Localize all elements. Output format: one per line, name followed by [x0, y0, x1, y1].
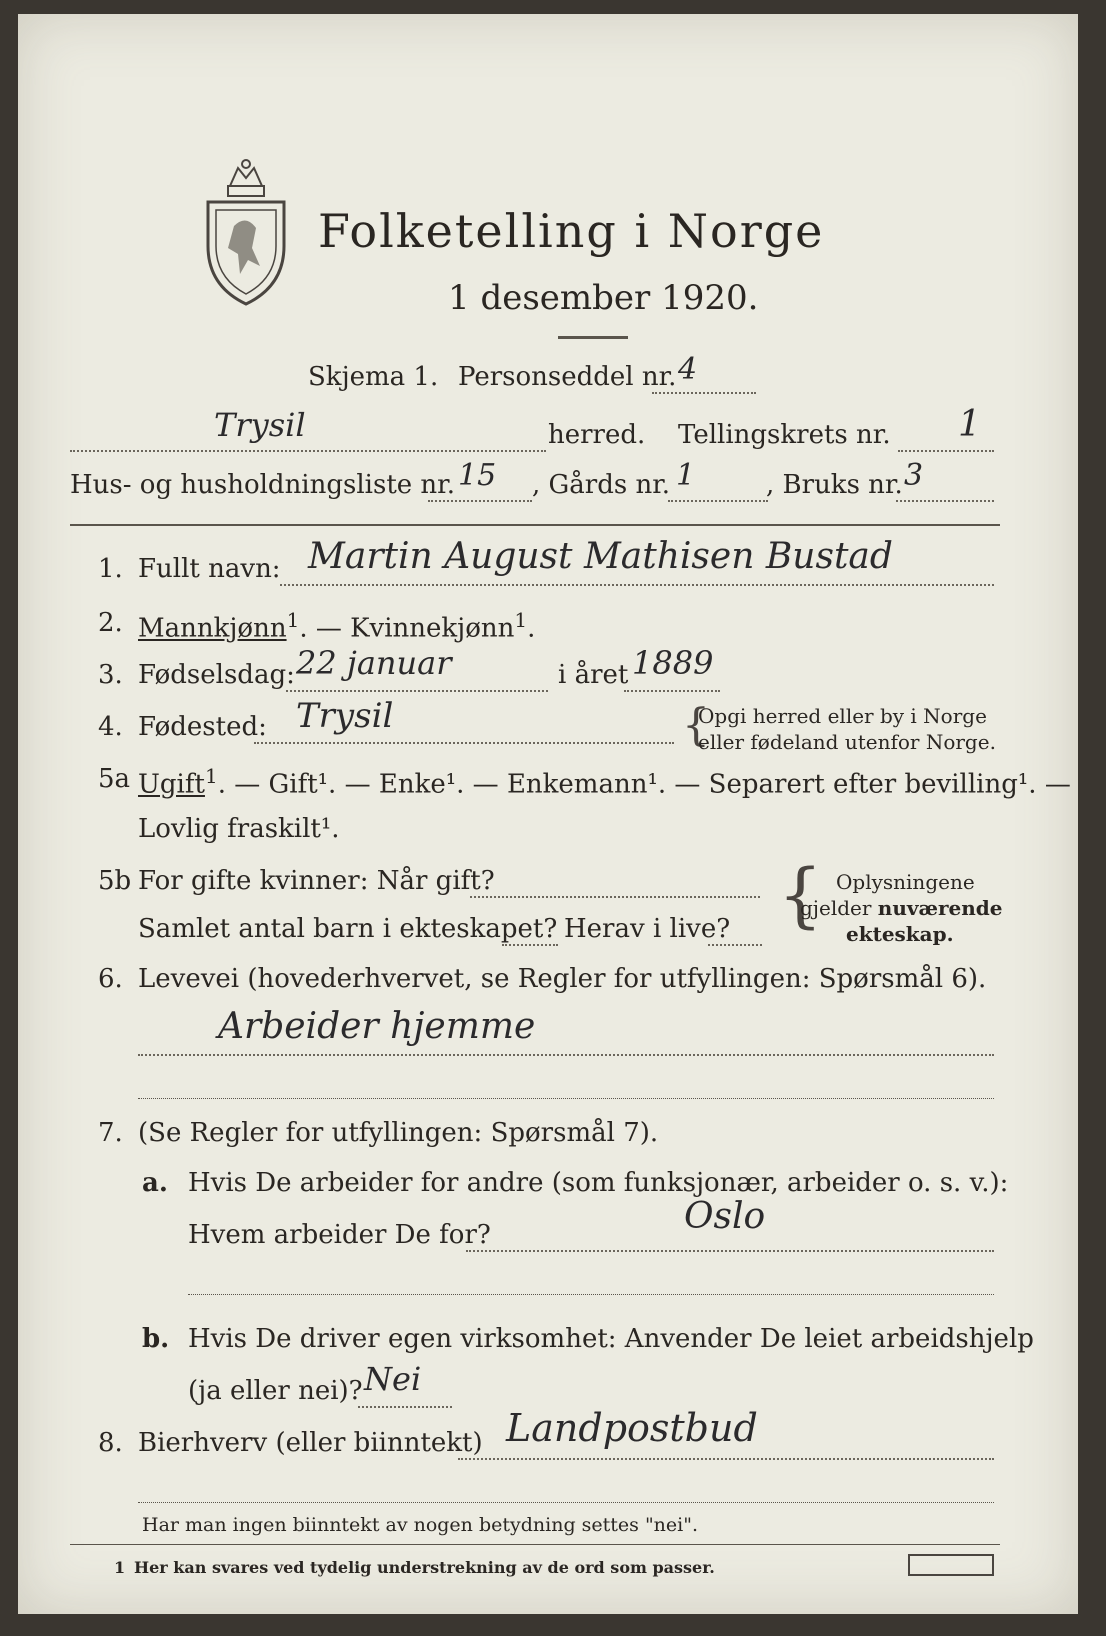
- bruks-value[interactable]: 3: [904, 458, 924, 493]
- q2-footnote-mark: 1: [286, 608, 300, 632]
- q4-note-1: Opgi herred eller by i Norge: [698, 704, 987, 728]
- q2-end: .: [527, 613, 536, 644]
- coat-of-arms-icon: [200, 156, 292, 306]
- q6-label: Levevei (hovederhvervet, se Regler for utfyllingen: Spørsmål 6).: [138, 964, 987, 994]
- side-income-value[interactable]: Landpostbud: [506, 1406, 758, 1450]
- form-date: 1 desember 1920.: [448, 278, 759, 318]
- footer-divider: [70, 1544, 1000, 1545]
- gards-line: [668, 500, 768, 502]
- q7b-question: (ja eller nei)?: [188, 1376, 363, 1406]
- birth-year-value[interactable]: 1889: [632, 644, 714, 682]
- q7-label: (Se Regler for utfyllingen: Spørsmål 7).: [138, 1118, 659, 1148]
- hus-line: [428, 500, 532, 502]
- q5b-note-2a: gjelder: [800, 896, 878, 920]
- q8-number: 8.: [98, 1428, 123, 1458]
- q5b-line-1[interactable]: [470, 896, 760, 898]
- herred-value[interactable]: Trysil: [214, 406, 306, 444]
- q2-sex: [138, 608, 535, 644]
- form-title: Folketelling i Norge: [318, 204, 825, 258]
- q1-number: 1.: [98, 554, 123, 584]
- q8-label: Bierhverv (eller biinntekt): [138, 1428, 483, 1458]
- q5a-options: [138, 764, 1071, 800]
- q3-label: Fødselsdag:: [138, 660, 295, 690]
- divider: [558, 336, 628, 339]
- q2-number: 2.: [98, 608, 123, 638]
- q6-line-1: [138, 1054, 994, 1056]
- section-divider: [70, 524, 1000, 526]
- gards-label: , Gårds nr.: [532, 470, 671, 500]
- q5a-number: 5a: [98, 764, 131, 794]
- q5b-note-1: Oplysningene: [836, 870, 975, 894]
- q5a-footnote-mark: 1: [204, 764, 218, 788]
- q5a-line2[interactable]: Lovlig fraskilt¹.: [138, 814, 340, 844]
- q5b-label-1: For gifte kvinner: Når gift?: [138, 866, 495, 896]
- q1-label: Fullt navn:: [138, 554, 281, 584]
- footnote-text: Her kan svares ved tydelig understrekning av de ord som passer.: [134, 1558, 715, 1577]
- hus-value[interactable]: 15: [458, 458, 497, 493]
- q8-note: Har man ingen biinntekt av nogen betydning settes "nei".: [142, 1514, 699, 1536]
- q7a-question: Hvem arbeider De for?: [188, 1220, 491, 1250]
- q5b-line-2[interactable]: [502, 944, 558, 946]
- q5b-label-3: Herav i live?: [564, 914, 731, 944]
- q7a-line-1: [466, 1250, 994, 1252]
- q7b-letter: b.: [142, 1324, 170, 1354]
- q5b-note-2: [800, 896, 1003, 920]
- birthplace-value[interactable]: Trysil: [296, 696, 394, 736]
- hus-label: Hus- og husholdningsliste nr.: [70, 470, 456, 500]
- sex-female-option[interactable]: Kvinnekjønn: [350, 613, 515, 644]
- personseddel-value[interactable]: 4: [678, 352, 698, 387]
- gards-value[interactable]: 1: [676, 458, 696, 493]
- tellingskrets-line: [898, 450, 994, 452]
- q5b-number: 5b: [98, 866, 132, 896]
- q3-year-label: i året: [558, 660, 629, 690]
- q3-year-line: [624, 690, 720, 692]
- q7b-line: [358, 1406, 452, 1408]
- q7a-text: Hvis De arbeider for andre (som funksjonær, arbeider o. s. v.):: [188, 1168, 1009, 1198]
- printer-stamp: [908, 1554, 994, 1576]
- bruks-label: , Bruks nr.: [766, 470, 903, 500]
- q3-day-line: [286, 690, 548, 692]
- personseddel-line: [652, 392, 756, 394]
- q7a-letter: a.: [142, 1168, 168, 1198]
- hired-help-value[interactable]: Nei: [364, 1360, 422, 1398]
- bruks-line: [896, 500, 994, 502]
- q2-footnote-mark-2: 1: [514, 608, 528, 632]
- herred-label: herred.: [548, 420, 646, 450]
- q1-line: [280, 584, 994, 586]
- schema-label: Skjema 1.: [308, 362, 439, 392]
- q5b-brace: {: [778, 854, 823, 936]
- q4-note-2: eller fødeland utenfor Norge.: [698, 730, 996, 754]
- q4-line: [254, 742, 674, 744]
- sex-male-option[interactable]: Mannkjønn: [138, 613, 287, 644]
- q7-number: 7.: [98, 1118, 123, 1148]
- q4-number: 4.: [98, 712, 123, 742]
- q6-line-2: [138, 1098, 994, 1099]
- census-form: [18, 14, 1078, 1614]
- birth-day-value[interactable]: 22 januar: [296, 644, 452, 682]
- q4-label: Fødested:: [138, 712, 267, 742]
- q3-number: 3.: [98, 660, 123, 690]
- herred-line: [70, 450, 546, 452]
- occupation-value[interactable]: Arbeider hjemme: [218, 1006, 536, 1047]
- q5b-note-3: ekteskap.: [846, 922, 954, 946]
- employer-value[interactable]: Oslo: [684, 1196, 766, 1237]
- q7b-text: Hvis De driver egen virksomhet: Anvender De leiet arbeidshjelp: [188, 1324, 1034, 1354]
- q2-separator: . —: [299, 613, 351, 644]
- q7a-line-2: [188, 1294, 994, 1295]
- q5b-line-3[interactable]: [708, 944, 762, 946]
- marital-other-options[interactable]: . — Gift¹. — Enke¹. — Enkemann¹. — Separert efter bevilling¹. —: [217, 769, 1071, 800]
- q4-brace: {: [682, 700, 710, 751]
- footnote-mark: 1: [114, 1558, 126, 1577]
- q8-line-1: [458, 1458, 994, 1460]
- q5b-label-2: Samlet antal barn i ekteskapet?: [138, 914, 558, 944]
- personseddel-label: Personseddel nr.: [458, 362, 677, 392]
- q6-number: 6.: [98, 964, 123, 994]
- q5b-note-2b: nuværende: [877, 896, 1003, 920]
- tellingskrets-label: Tellingskrets nr.: [678, 420, 891, 450]
- q8-line-2: [138, 1502, 994, 1503]
- full-name-value[interactable]: Martin August Mathisen Bustad: [308, 536, 893, 577]
- tellingskrets-value[interactable]: 1: [958, 404, 981, 445]
- marital-ugift-option[interactable]: Ugift: [138, 769, 205, 800]
